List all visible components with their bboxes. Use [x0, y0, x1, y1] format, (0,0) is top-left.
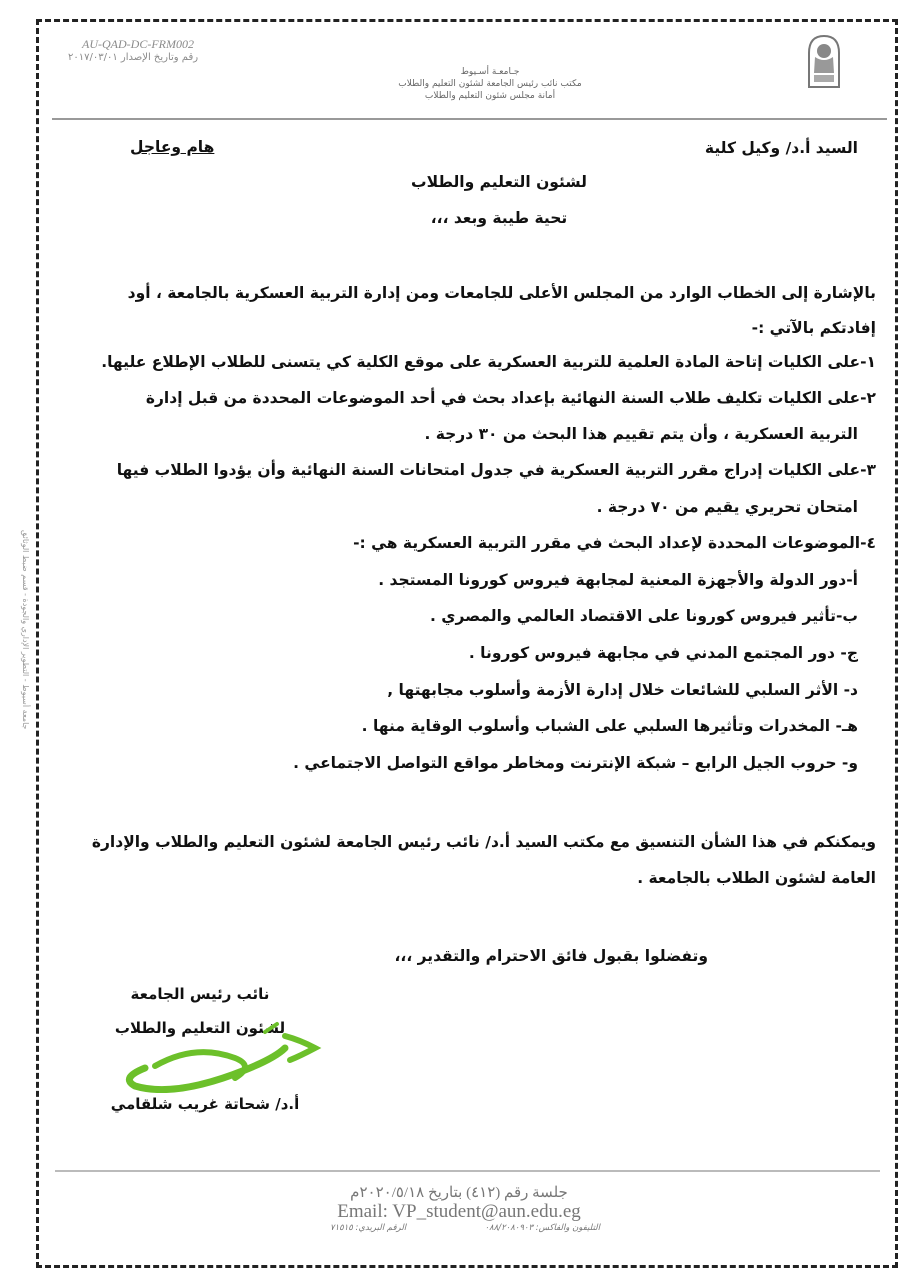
email-address[interactable]: Email: VP_student@aun.edu.eg	[337, 1201, 581, 1222]
list-item-3: ٣-على الكليات إدراج مقرر التربية العسكرية في جدول امتحانات السنة النهائية وأن يؤدوا الطلاب فيها	[116, 461, 876, 479]
topic-item: أ-دور الدولة والأجهزة المعنية لمجابهة فيروس كورونا المستجد .	[378, 571, 858, 589]
intro-line-1: بالإشارة إلى الخطاب الوارد من المجلس الأعلى للجامعات ومن إدارة التربية العسكرية بالجامعة ، أود	[127, 284, 876, 302]
intro-line-2: إفادتكم بالآتي :-	[751, 319, 876, 337]
university-logo-icon	[806, 33, 842, 89]
secretariat-name: أمانة مجلس شئون التعليم والطلاب	[424, 91, 556, 101]
signatory-name: أ.د/ شحاتة غريب شلقامي	[110, 1095, 300, 1113]
topic-item: د- الأثر السلبي للشائعات خلال إدارة الأزمة وأسلوب مجابهتها ,	[387, 681, 858, 699]
topic-item: ب-تأثير فيروس كورونا على الاقتصاد العالمي والمصري .	[429, 607, 858, 625]
header-divider	[52, 118, 887, 120]
postal-code: الرقم البريدي: ٧١٥١٥	[330, 1223, 407, 1233]
addressee: السيد أ.د/ وكيل كلية	[704, 139, 858, 157]
list-item-2: ٢-على الكليات تكليف طلاب السنة النهائية بإعداد بحث في أحد الموضوعات المحددة من قبل إدارة	[145, 389, 876, 407]
greeting: تحية طيبة وبعد ،،،	[430, 209, 568, 227]
office-name: مكتب نائب رئيس الجامعة لشئون التعليم والطلاب	[398, 79, 582, 89]
addressee-dept: لشئون التعليم والطلاب	[411, 173, 587, 191]
margin-note: جامعة أسيوط - التطوير الإداري والجودة - قسم ضبط الوثائق	[21, 530, 30, 730]
handwritten-signature	[115, 1018, 345, 1093]
form-code: AU-QAD-DC-FRM002	[82, 37, 194, 51]
contact-info	[330, 1223, 600, 1233]
urgent-label: هام وعاجل	[130, 138, 215, 156]
session-info: جلسة رقم (٤١٢) بتاريخ ٢٠٢٠/٥/١٨م	[350, 1185, 568, 1201]
letterhead	[350, 66, 630, 102]
topic-item: و- حروب الجيل الرابع – شبكة الإنترنت ومخاطر مواقع التواصل الاجتماعي .	[293, 754, 858, 772]
topic-item: هـ- المخدرات وتأثيرها السلبي على الشباب وأسلوب الوقاية منها .	[361, 717, 858, 735]
university-name: جـامعـة أسـيوط	[460, 67, 520, 77]
coordination-line-2: العامة لشئون الطلاب بالجامعة .	[637, 869, 876, 887]
issue-date: رقم وتاريخ الإصدار ٢٠١٧/٠٣/٠١	[68, 52, 199, 63]
list-item-2-cont: التربية العسكرية ، وأن يتم تقييم هذا البحث من ٣٠ درجة .	[424, 425, 858, 443]
list-item-1: ١-على الكليات إتاحة المادة العلمية للتربية العسكرية على موقع الكلية كي يتسنى للطلاب الإطلاع عليها.	[101, 353, 876, 371]
list-item-3-cont: امتحان تحريري يقيم من ٧٠ درجة .	[596, 498, 858, 516]
signatory-title-1: نائب رئيس الجامعة	[130, 985, 270, 1003]
coordination-line-1: ويمكنكم في هذا الشأن التنسيق مع مكتب السيد أ.د/ نائب رئيس الجامعة لشئون التعليم والطلاب والإدارة	[91, 833, 876, 851]
closing: وتفضلوا بقبول فائق الاحترام والتقدير ،،،	[394, 947, 708, 965]
phone-fax: التليفون والفاكس: ٠٨٨/٢٠٨٠٩٠٣	[484, 1223, 600, 1233]
list-item-4: ٤-الموضوعات المحددة لإعداد البحث في مقرر التربية العسكرية هي :-	[353, 534, 876, 552]
topic-item: ج- دور المجتمع المدني في مجابهة فيروس كورونا .	[468, 644, 858, 662]
signatory-title-2: لشئون التعليم والطلاب	[114, 1019, 286, 1037]
footer-divider	[55, 1170, 880, 1172]
